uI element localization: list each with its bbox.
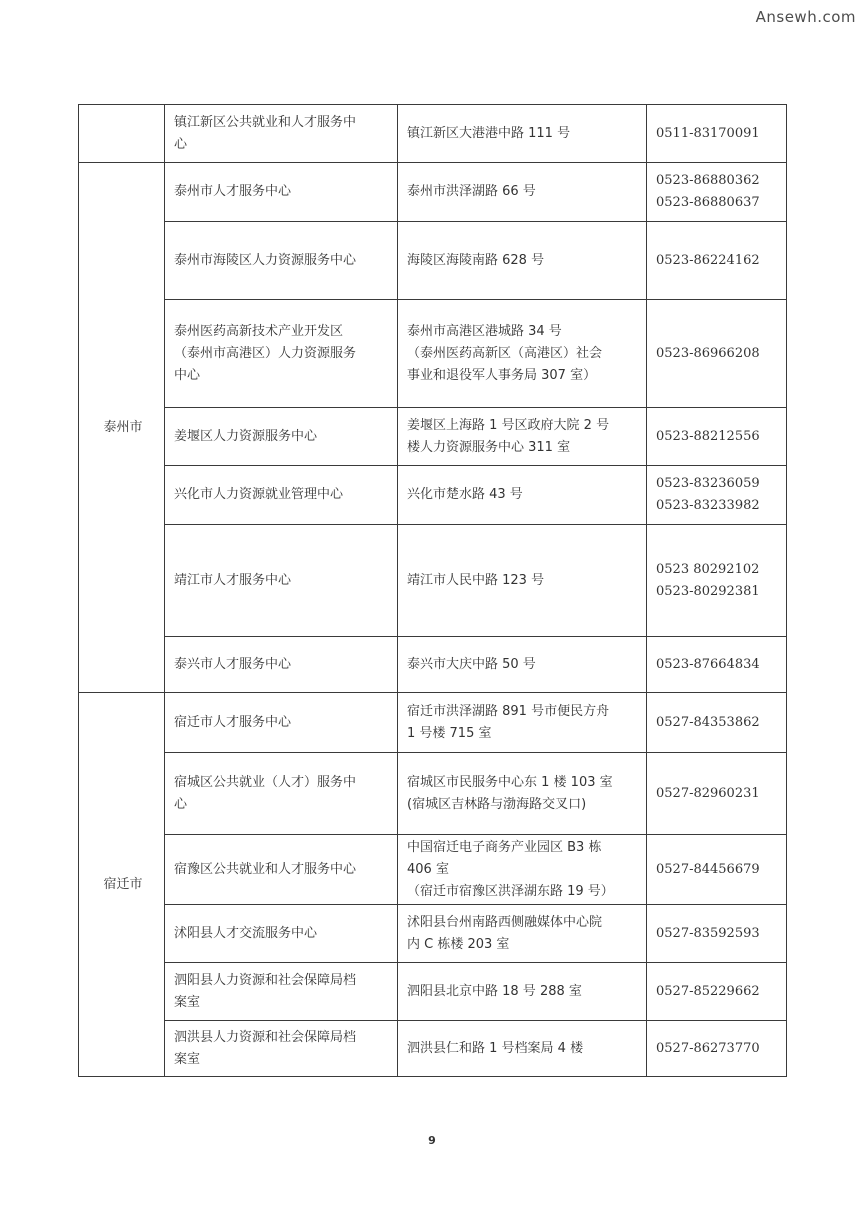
org-name-cell: [165, 525, 398, 637]
page-number: 9: [428, 1134, 436, 1147]
org-name-cell: [165, 1021, 398, 1077]
address-cell-line: 楼人力资源服务中心 311 室: [407, 439, 571, 455]
table-row: [79, 905, 787, 963]
address-cell-line: 宿迁市洪泽湖路 891 号市便民方舟: [407, 703, 610, 719]
org-name-cell: [165, 105, 398, 163]
address-cell-line: 姜堰区上海路 1 号区政府大院 2 号: [407, 417, 610, 433]
address-cell-line: 泗阳县北京中路 18 号 288 室: [407, 983, 582, 999]
phone-cell-line: 0527-82960231: [656, 785, 760, 801]
watermark: Ansewh.com: [755, 8, 856, 26]
org-name-cell: [165, 693, 398, 753]
address-cell-line: （宿迁市宿豫区洪泽湖东路 19 号）: [407, 883, 614, 899]
table-row: [79, 525, 787, 637]
address-cell: [398, 525, 647, 637]
phone-cell-line: 0523-86224162: [656, 252, 760, 268]
org-name-cell-line: （泰州市高港区）人力资源服务: [174, 345, 357, 361]
org-name-cell-line: 宿迁市人才服务中心: [174, 714, 292, 730]
address-cell: [398, 222, 647, 300]
table-row: [79, 835, 787, 905]
phone-cell-line: 0527-85229662: [656, 983, 760, 999]
phone-cell: [647, 963, 787, 1021]
phone-cell-line: 0523-87664834: [656, 656, 760, 672]
org-name-cell-line: 案室: [174, 994, 201, 1010]
address-cell-line: 泰州市洪泽湖路 66 号: [407, 184, 536, 199]
org-name-cell: [165, 753, 398, 835]
phone-cell-line: 0523-86880362: [656, 173, 760, 188]
org-name-cell: [165, 466, 398, 525]
phone-cell: [647, 466, 787, 525]
address-cell-line: 中国宿迁电子商务产业园区 B3 栋: [407, 839, 602, 855]
phone-cell-line: 0523-83236059: [656, 476, 760, 491]
phone-cell-line: 0523-80292381: [656, 583, 760, 599]
org-name-cell-line: 泰州医药高新技术产业开发区: [174, 323, 344, 339]
org-name-cell-line: 中心: [174, 367, 201, 383]
phone-cell-line: 0527-83592593: [656, 925, 760, 941]
address-cell-line: （泰州医药高新区（高港区）社会: [407, 345, 603, 361]
org-name-cell-line: 泰州市海陵区人力资源服务中心: [174, 252, 357, 268]
phone-cell-line: 0511-83170091: [656, 125, 760, 141]
org-name-cell: [165, 222, 398, 300]
phone-cell: [647, 753, 787, 835]
phone-cell: [647, 222, 787, 300]
org-name-cell-line: 宿城区公共就业（人才）服务中: [174, 774, 357, 790]
address-cell: [398, 105, 647, 163]
service-center-table: [78, 104, 787, 1077]
address-cell: [398, 693, 647, 753]
phone-cell: [647, 637, 787, 693]
table-row: [79, 300, 787, 408]
address-cell-line: 海陵区海陵南路 628 号: [407, 252, 545, 268]
address-cell-line: 内 C 栋楼 203 室: [407, 936, 510, 952]
org-name-cell-line: 姜堰区人力资源服务中心: [174, 428, 318, 444]
org-name-cell: [165, 408, 398, 466]
org-name-cell-line: 靖江市人才服务中心: [174, 572, 292, 588]
phone-cell: [647, 693, 787, 753]
org-name-cell-line: 泰州市人才服务中心: [174, 184, 292, 199]
phone-cell-line: 0527-86273770: [656, 1040, 760, 1056]
city-cell: 宿迁市: [79, 693, 165, 1077]
address-cell-line: 406 室: [407, 861, 449, 877]
table-row: [79, 753, 787, 835]
table-row: [79, 408, 787, 466]
table-row: [79, 963, 787, 1021]
address-cell-line: 镇江新区大港港中路 111 号: [407, 125, 571, 141]
org-name-cell: [165, 637, 398, 693]
address-cell-line: 1 号楼 715 室: [407, 725, 492, 741]
org-name-cell: [165, 163, 398, 222]
org-name-cell-line: 兴化市人力资源就业管理中心: [174, 487, 344, 502]
address-cell-line: 泰兴市大庆中路 50 号: [407, 656, 536, 672]
address-cell-line: 事业和退役军人事务局 307 室）: [407, 367, 597, 383]
table-row: [79, 163, 787, 222]
org-name-cell: [165, 300, 398, 408]
address-cell: [398, 1021, 647, 1077]
address-cell: [398, 963, 647, 1021]
phone-cell: [647, 525, 787, 637]
org-name-cell-line: 镇江新区公共就业和人才服务中: [174, 114, 357, 130]
address-cell: [398, 408, 647, 466]
table-row: [79, 222, 787, 300]
org-name-cell-line: 泗洪县人力资源和社会保障局档: [174, 1029, 357, 1045]
org-name-cell-line: 案室: [174, 1051, 201, 1067]
table-row: [79, 105, 787, 163]
address-cell-line: 沭阳县台州南路西侧融媒体中心院: [407, 914, 603, 930]
org-name-cell-line: 宿豫区公共就业和人才服务中心: [174, 861, 357, 877]
phone-cell: [647, 408, 787, 466]
address-cell: [398, 163, 647, 222]
phone-cell-line: 0523 80292102: [656, 561, 760, 577]
address-cell: [398, 753, 647, 835]
phone-cell-line: 0527-84353862: [656, 714, 760, 730]
table-row: [79, 637, 787, 693]
city-cell: 泰州市: [79, 163, 165, 693]
phone-cell-line: 0527-84456679: [656, 861, 760, 877]
table-row: [79, 466, 787, 525]
address-cell: [398, 835, 647, 905]
address-cell-line: 泗洪县仁和路 1 号档案局 4 楼: [407, 1040, 584, 1056]
table-row: [79, 693, 787, 753]
address-cell: [398, 637, 647, 693]
address-cell-line: 宿城区市民服务中心东 1 楼 103 室: [407, 774, 613, 790]
phone-cell-line: 0523-86880637: [656, 195, 760, 210]
phone-cell-line: 0523-83233982: [656, 498, 760, 513]
phone-cell: [647, 105, 787, 163]
phone-cell: [647, 905, 787, 963]
phone-cell-line: 0523-88212556: [656, 428, 760, 444]
address-cell: [398, 300, 647, 408]
phone-cell: [647, 163, 787, 222]
address-cell-line: 靖江市人民中路 123 号: [407, 572, 545, 588]
phone-cell: [647, 1021, 787, 1077]
phone-cell-line: 0523-86966208: [656, 345, 760, 361]
city-cell: [79, 105, 165, 163]
org-name-cell-line: 泗阳县人力资源和社会保障局档: [174, 972, 357, 988]
address-cell: [398, 466, 647, 525]
org-name-cell: [165, 963, 398, 1021]
address-cell-line: 兴化市楚水路 43 号: [407, 487, 523, 502]
phone-cell: [647, 835, 787, 905]
table-row: [79, 1021, 787, 1077]
address-cell-line: 泰州市高港区港城路 34 号: [407, 323, 562, 339]
org-name-cell-line: 沭阳县人才交流服务中心: [174, 925, 318, 941]
address-cell-line: (宿城区吉林路与渤海路交叉口): [407, 796, 587, 812]
org-name-cell-line: 心: [174, 796, 188, 812]
phone-cell: [647, 300, 787, 408]
address-cell: [398, 905, 647, 963]
org-name-cell: [165, 905, 398, 963]
org-name-cell-line: 泰兴市人才服务中心: [174, 656, 292, 672]
org-name-cell: [165, 835, 398, 905]
org-name-cell-line: 心: [174, 136, 188, 152]
